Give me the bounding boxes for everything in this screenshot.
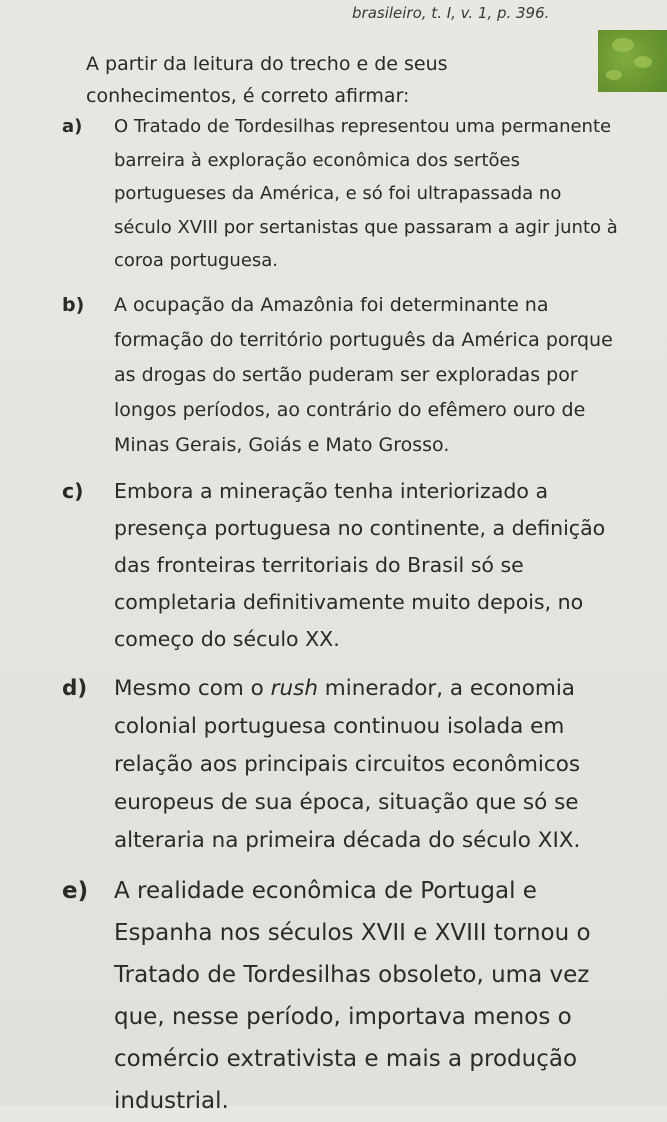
option-text: O Tratado de Tordesilhas representou uma permanente barreira à exploração econômica dos sertões portugueses da América, e só foi ultrapassada no século XVIII por sertanistas que passaram a agir junto à coroa portuguesa. [114,116,618,271]
leaf-shape [606,70,622,80]
option-text [114,670,622,860]
option-letter: b) [62,293,85,316]
option-d[interactable] [62,670,622,860]
option-c[interactable] [62,473,622,658]
leaf-shape [612,38,634,52]
option-a[interactable] [62,110,622,278]
option-letter: d) [62,675,88,701]
green-decoration-tab [598,30,667,92]
option-letter: c) [62,478,84,503]
leaf-shape [634,56,652,68]
option-text-start: Mesmo com o [114,675,271,701]
option-e[interactable] [62,870,622,1122]
option-text: A ocupação da Amazônia foi determinante na formação do território português da América porque as drogas do sertão puderam ser exploradas por longos períodos, ao contrário do efêmero ouro de Minas Gerais, Goiás e Mato Grosso. [114,293,613,456]
option-letter: a) [62,116,83,137]
option-text-italic: rush [270,675,318,701]
answer-options [62,110,622,1122]
option-text: A realidade econômica de Portugal e Espanha nos séculos XVII e XVIII tornou o Tratado de Tordesilhas obsoleto, uma vez que, nesse período, importava menos o comércio extrativista e mais a produção industrial. [114,877,591,1114]
option-b[interactable] [62,288,622,463]
option-letter: e) [62,877,89,904]
question-prompt: A partir da leitura do trecho e de seus conhecimentos, é correto afirmar: [86,53,448,107]
source-citation: brasileiro, t. I, v. 1, p. 396. [352,4,550,22]
option-text: Embora a mineração tenha interiorizado a presença portuguesa no continente, a definição das fronteiras territoriais do Brasil só se completaria definitivamente muito depois, no começo do século XX. [114,478,606,651]
option-text-end: minerador, a economia colonial portuguesa continuou isolada em relação aos principais circuitos econômicos europeus de sua época, situação que só se alteraria na primeira década do século XIX. [114,675,581,853]
